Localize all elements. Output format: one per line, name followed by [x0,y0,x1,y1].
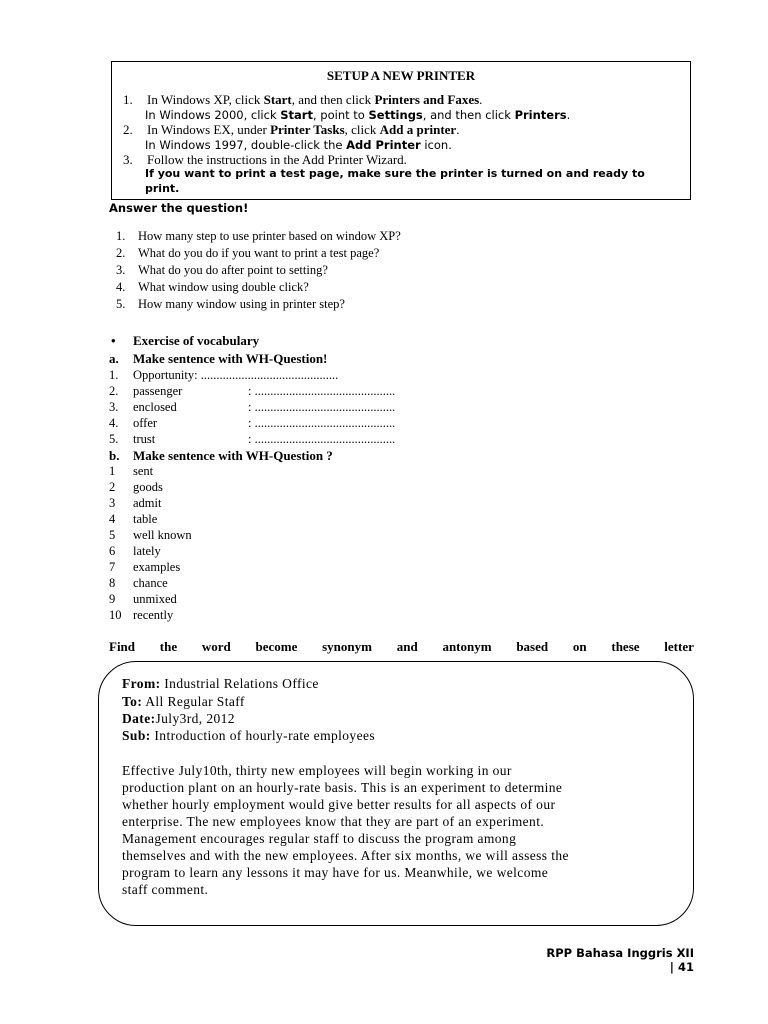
letter-body-line: whether hourly employment would give better results for all aspects of our [122,797,556,812]
letter-body-line: staff comment. [122,882,209,897]
printer-step-1-note: In Windows 2000, click Start, point to Settings, and then click Printers. [145,108,571,122]
question-item: 1. How many step to use printer based on window XP? [116,229,401,243]
vocab-b-item: 6 lately [109,544,161,558]
letter-body-line: Effective July10th, thirty new employees will begin working in our [122,763,512,778]
footer-title: RPP Bahasa Inggris XII [546,946,694,960]
find-words-instruction: Find the word become synonym and antonym based on these letter [109,639,694,654]
question-item: 3. What do you do after point to setting? [116,263,328,277]
page-number: | 41 [669,960,694,974]
section-b-title: Make sentence with WH-Question ? [133,448,333,463]
letter-subject: Sub: Introduction of hourly-rate employees [122,728,376,743]
section-a-title: Make sentence with WH-Question! [133,351,328,366]
vocab-b-item: 8 chance [109,576,168,590]
letter-date: Date:July3rd, 2012 [122,711,235,726]
letter-box [98,661,694,926]
vocab-b-item: 7 examples [109,560,181,574]
vocab-b-item: 4 table [109,512,158,526]
vocab-title: Exercise of vocabulary [133,333,260,348]
letter-body-line: production plant on an hourly-rate basis. This is an experiment to determine [122,780,563,795]
vocab-b-item: 9 unmixed [109,592,177,606]
printer-box-title: SETUP A NEW PRINTER [326,68,476,83]
vocab-a-item: 4. offer : ............................................. [109,416,396,430]
vocab-b-item: 2 goods [109,480,163,494]
answer-heading: Answer the question! [109,201,249,215]
section-a-letter: a. [109,351,119,366]
letter-body-line: themselves and with the new employees. After six months, we will assess the [122,848,569,863]
printer-setup-box: SETUP A NEW PRINTER 1. In Windows XP, click Start, and then click Printers and Faxes. In Windows 2000, click Start, point to Settings, and then click Printers. 2. In Windows EX, under Printer Tasks, click Add a printer. In Windows 1997, double-click the Add Printer icon. 3. Follow the instructions in the Add Printer Wizard. If you want to print a test page, make sure the printer is turned on and ready to print. [111,61,691,200]
vocab-b-item: 5 well known [109,528,192,542]
letter-to: To: All Regular Staff [122,694,245,709]
vocab-b-item: 1 sent [109,464,154,478]
letter-body-line: enterprise. The new employees know that they are part of an experiment. [122,814,545,829]
vocab-b-item: 3 admit [109,496,162,510]
question-item: 2. What do you do if you want to print a test page? [116,246,380,260]
section-b-letter: b. [109,448,120,463]
letter-body-line: Management encourages regular staff to discuss the program among [122,831,517,846]
printer-step-3-note-line1: If you want to print a test page, make sure the printer is turned on and ready to [145,167,645,180]
vocab-bullet: • [111,333,116,348]
question-item: 5. How many window using in printer step? [116,297,345,311]
vocab-a-item: 1. Opportunity: ............................................ [109,368,339,382]
printer-step-2-note: In Windows 1997, double-click the Add Printer icon. [145,138,452,152]
printer-step-3-note-line2: print. [145,182,180,195]
vocab-b-item: 10 recently [109,608,174,622]
question-item: 4. What window using double click? [116,280,309,294]
vocab-a-item: 5. trust : ............................................. [109,432,396,446]
vocab-a-item: 3. enclosed : ............................................. [109,400,396,414]
letter-from: From: Industrial Relations Office [122,676,319,691]
vocab-a-item: 2. passenger : ............................................. [109,384,396,398]
letter-body-line: program to learn any lessons it may have for us. Meanwhile, we welcome [122,865,549,880]
